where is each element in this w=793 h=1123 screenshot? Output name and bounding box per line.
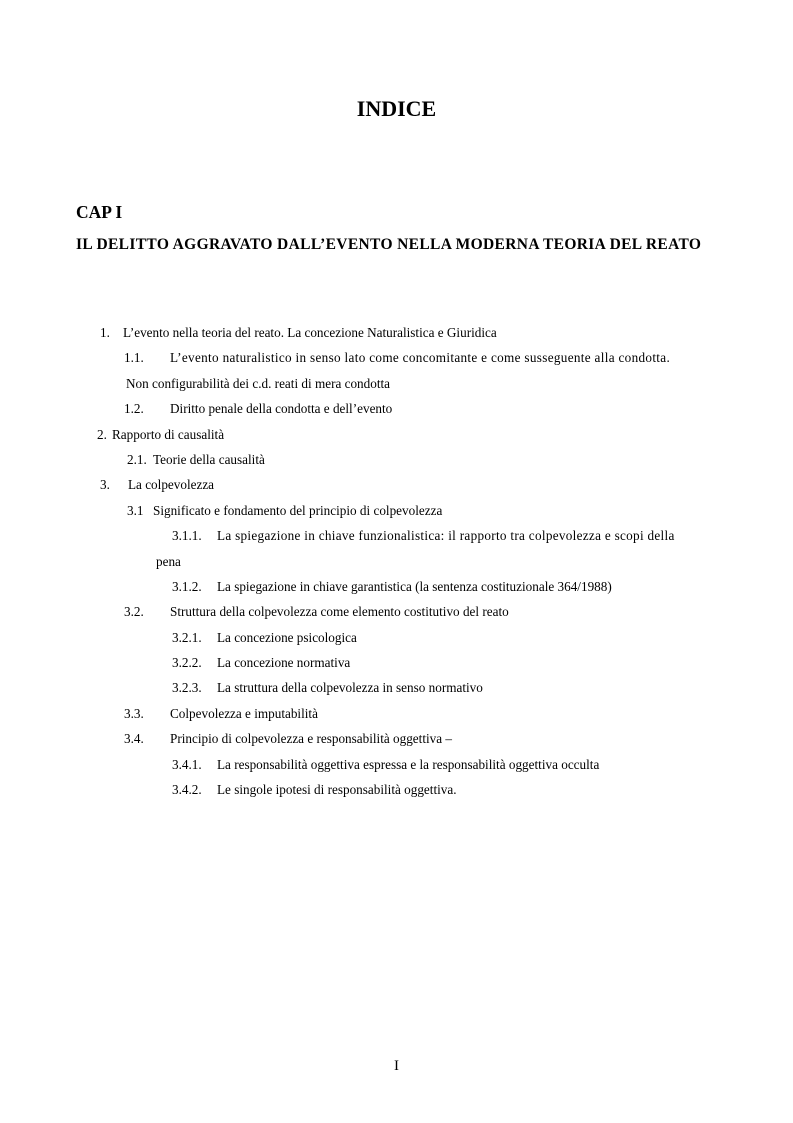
toc-text: La struttura della colpevolezza in senso normativo (217, 680, 483, 696)
toc-number: 3.1.2. (172, 578, 202, 594)
toc-text-continuation: pena (156, 553, 181, 569)
toc-entry-2[interactable] (0, 422, 793, 447)
toc-text-continuation: Non configurabilità dei c.d. reati di mera condotta (126, 375, 391, 391)
toc-text: Struttura della colpevolezza come elemento costitutivo del reato (170, 604, 509, 620)
toc-number: 3.2. (124, 604, 144, 620)
toc-number: 3.1.1. (172, 528, 202, 544)
toc-entry-3-1-1-continuation (0, 549, 793, 574)
toc-number: 2.1. (127, 451, 147, 467)
chapter-title: IL DELITTO AGGRAVATO DALL’EVENTO NELLA MODERNA TEORIA DEL REATO (76, 236, 702, 253)
page-number: I (394, 1058, 399, 1074)
toc-text: Diritto penale della condotta e dell’evento (170, 401, 393, 417)
toc-entry-3-4-2[interactable] (0, 777, 793, 802)
toc-number: 1. (100, 325, 110, 340)
toc-text: La concezione normativa (217, 655, 351, 671)
toc-entry-3-1-1[interactable] (0, 523, 793, 548)
toc-entry-3-4[interactable] (0, 726, 793, 751)
toc-entry-1-2[interactable] (0, 396, 793, 421)
toc-text: Significato e fondamento del principio di colpevolezza (153, 502, 443, 518)
toc-number: 1.2. (124, 401, 144, 417)
page-title: INDICE (356, 96, 437, 121)
toc-number: 3.4.1. (172, 756, 202, 772)
toc-entry-3-2-1[interactable] (0, 625, 793, 650)
toc-number: 3.4.2. (172, 782, 202, 798)
toc-text: La colpevolezza (128, 477, 215, 493)
toc-entry-1[interactable] (0, 320, 793, 345)
chapter-label: CAP I (76, 202, 123, 222)
toc-entry-3-1-2[interactable] (0, 574, 793, 599)
toc-entry-3-2-3[interactable] (0, 675, 793, 700)
toc-text: La spiegazione in chiave garantistica (la sentenza costituzionale 364/1988) (217, 578, 612, 594)
toc-text: L’evento naturalistico in senso lato come concomitante e come susseguente alla condotta. (170, 350, 671, 366)
toc-text: Teorie della causalità (153, 451, 265, 467)
table-of-contents (0, 320, 793, 802)
toc-number: 3.4. (124, 731, 144, 747)
toc-number: 3.2.3. (172, 680, 202, 696)
toc-text: Le singole ipotesi di responsabilità oggettiva. (217, 782, 457, 798)
toc-text: La spiegazione in chiave funzionalistica: il rapporto tra colpevolezza e scopi della (217, 528, 675, 544)
toc-number: 3.1 (127, 502, 144, 518)
toc-entry-1-1-continuation (0, 371, 793, 396)
toc-number: 3.2.2. (172, 655, 202, 671)
toc-text: Principio di colpevolezza e responsabilità oggettiva – (170, 731, 452, 747)
toc-number: 3.3. (124, 705, 144, 721)
toc-text: Colpevolezza e imputabilità (170, 705, 318, 721)
toc-entry-3-1[interactable] (0, 498, 793, 523)
toc-entry-3-4-1[interactable] (0, 752, 793, 777)
toc-entry-1-1[interactable] (0, 345, 793, 370)
toc-text: La concezione psicologica (217, 629, 357, 645)
toc-entry-2-1[interactable] (0, 447, 793, 472)
toc-number: 2. (97, 426, 107, 442)
toc-text: L’evento nella teoria del reato. La concezione Naturalistica e Giuridica (123, 325, 497, 340)
toc-number: 1.1. (124, 350, 144, 366)
toc-entry-3-3[interactable] (0, 701, 793, 726)
toc-text: La responsabilità oggettiva espressa e la responsabilità oggettiva occulta (217, 756, 600, 772)
toc-entry-3-2-2[interactable] (0, 650, 793, 675)
toc-entry-3-2[interactable] (0, 599, 793, 624)
toc-number: 3. (100, 477, 110, 493)
toc-text: Rapporto di causalità (112, 426, 225, 442)
toc-entry-3[interactable] (0, 472, 793, 497)
toc-number: 3.2.1. (172, 629, 202, 645)
